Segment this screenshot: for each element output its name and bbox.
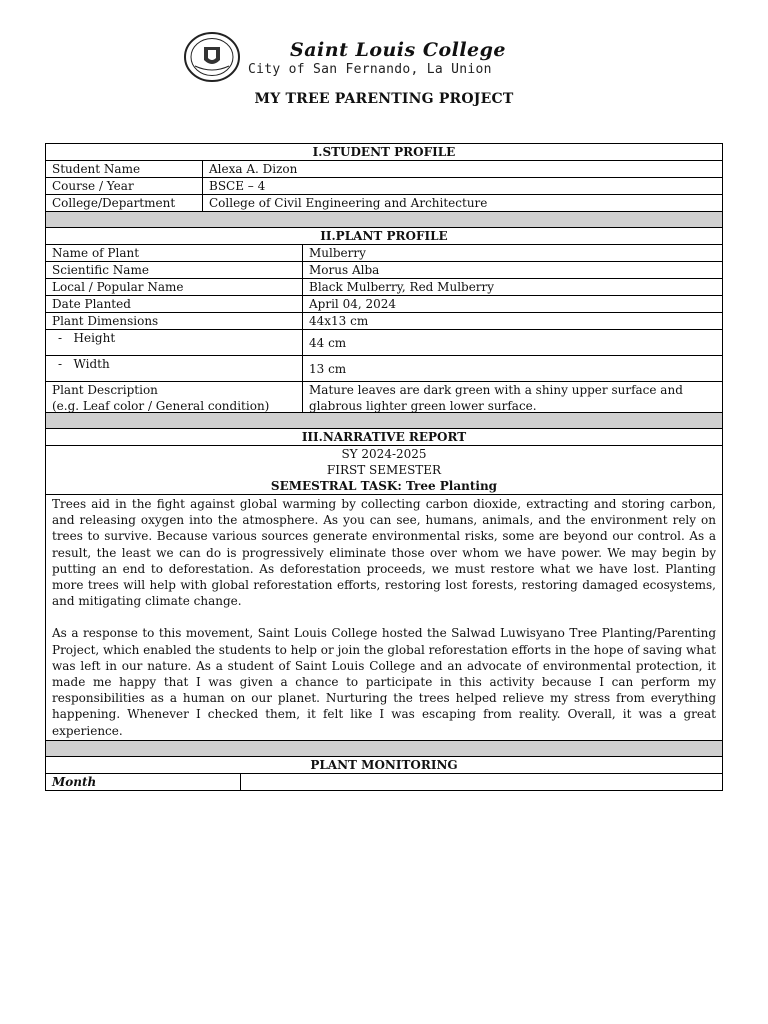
description-value: Mature leaves are dark green with a shiny upper surface and glabrous lighter green lower surface. xyxy=(303,382,723,416)
field-label: Plant Dimensions xyxy=(46,313,303,330)
field-value: 44 cm xyxy=(303,330,723,356)
table-row xyxy=(46,774,723,791)
narrative-body xyxy=(46,495,723,743)
field-label: Course / Year xyxy=(46,178,203,195)
section-divider xyxy=(46,212,723,228)
field-label: Scientific Name xyxy=(46,262,303,279)
document-title: MY TREE PARENTING PROJECT xyxy=(254,91,514,107)
table-row xyxy=(46,356,723,382)
field-value: BSCE – 4 xyxy=(203,178,723,195)
field-value: Mulberry xyxy=(303,245,723,262)
field-value: Morus Alba xyxy=(303,262,723,279)
table-row xyxy=(46,245,723,262)
semester: FIRST SEMESTER xyxy=(326,463,442,477)
monitoring-table xyxy=(45,740,723,791)
field-label: - Width xyxy=(46,356,303,382)
description-label-line: (e.g. Leaf color / General condition) xyxy=(52,399,270,413)
field-label: Local / Popular Name xyxy=(46,279,303,296)
college-name: Saint Louis College xyxy=(290,39,507,61)
section-divider xyxy=(46,413,723,429)
description-label-line: Plant Description xyxy=(52,383,158,397)
plant-monitoring-heading: PLANT MONITORING xyxy=(46,757,723,774)
narrative-paragraph: As a response to this movement, Saint Louis College hosted the Salwad Luwisyano Tree Planting/Parenting Project, which enabled the students to help or join the global reforestation efforts in the hope of saving what was left in our nature. As a student of Saint Louis College and an advocate of environmental protection, it made me happy that I was given a chance to participate in this activity because I can perform my responsibilities as a human on our planet. Nurturing the trees helped relieve my stress from everything happening. Whenever I checked them, it felt like I was escaping from reality. Overall, it was a great experience. xyxy=(52,626,716,738)
project-form xyxy=(45,143,723,212)
narrative-meta xyxy=(46,446,723,495)
plant-profile-table xyxy=(45,211,723,416)
plant-profile-heading: II.PLANT PROFILE xyxy=(46,228,723,245)
table-row xyxy=(46,330,723,356)
college-seal-icon xyxy=(183,32,241,82)
school-year: SY 2024-2025 xyxy=(341,447,427,461)
field-value: Black Mulberry, Red Mulberry xyxy=(303,279,723,296)
narrative-table xyxy=(45,412,723,743)
description-label xyxy=(46,382,303,416)
field-label: College/Department xyxy=(46,195,203,212)
narrative-heading: III.NARRATIVE REPORT xyxy=(46,429,723,446)
table-row xyxy=(46,161,723,178)
semestral-task: SEMESTRAL TASK: Tree Planting xyxy=(270,479,498,493)
field-label: - Height xyxy=(46,330,303,356)
document-header xyxy=(183,32,543,82)
table-row xyxy=(46,296,723,313)
field-value: College of Civil Engineering and Architecture xyxy=(203,195,723,212)
narrative-paragraph: Trees aid in the fight against global warming by collecting carbon dioxide, extracting and storing carbon, and releasing oxygen into the atmosphere. As you can see, humans, animals, and the environment rely on trees to survive. Because various sources generate environmental risks, some are beyond our control. As a result, the least we can do is progressively eliminate those over whom we have power. We may begin by putting an end to deforestation. As deforestation proceeds, we must restore what we have lost. Planting more trees will help with global reforestation efforts, restoring lost forests, restoring damaged ecosystems, and mitigating climate change. xyxy=(52,497,716,609)
student-profile-heading: I.STUDENT PROFILE xyxy=(46,144,723,161)
college-city: City of San Fernando, La Union xyxy=(248,62,492,77)
field-value: Alexa A. Dizon xyxy=(203,161,723,178)
table-row xyxy=(46,178,723,195)
table-row xyxy=(46,195,723,212)
table-row xyxy=(46,262,723,279)
field-label: Student Name xyxy=(46,161,203,178)
field-value: 13 cm xyxy=(303,356,723,382)
month-value xyxy=(241,774,723,791)
field-value: April 04, 2024 xyxy=(303,296,723,313)
field-label: Name of Plant xyxy=(46,245,303,262)
table-row xyxy=(46,279,723,296)
section-divider xyxy=(46,741,723,757)
field-value: 44x13 cm xyxy=(303,313,723,330)
field-label: Date Planted xyxy=(46,296,303,313)
table-row xyxy=(46,382,723,416)
month-label: Month xyxy=(46,774,241,791)
table-row xyxy=(46,313,723,330)
